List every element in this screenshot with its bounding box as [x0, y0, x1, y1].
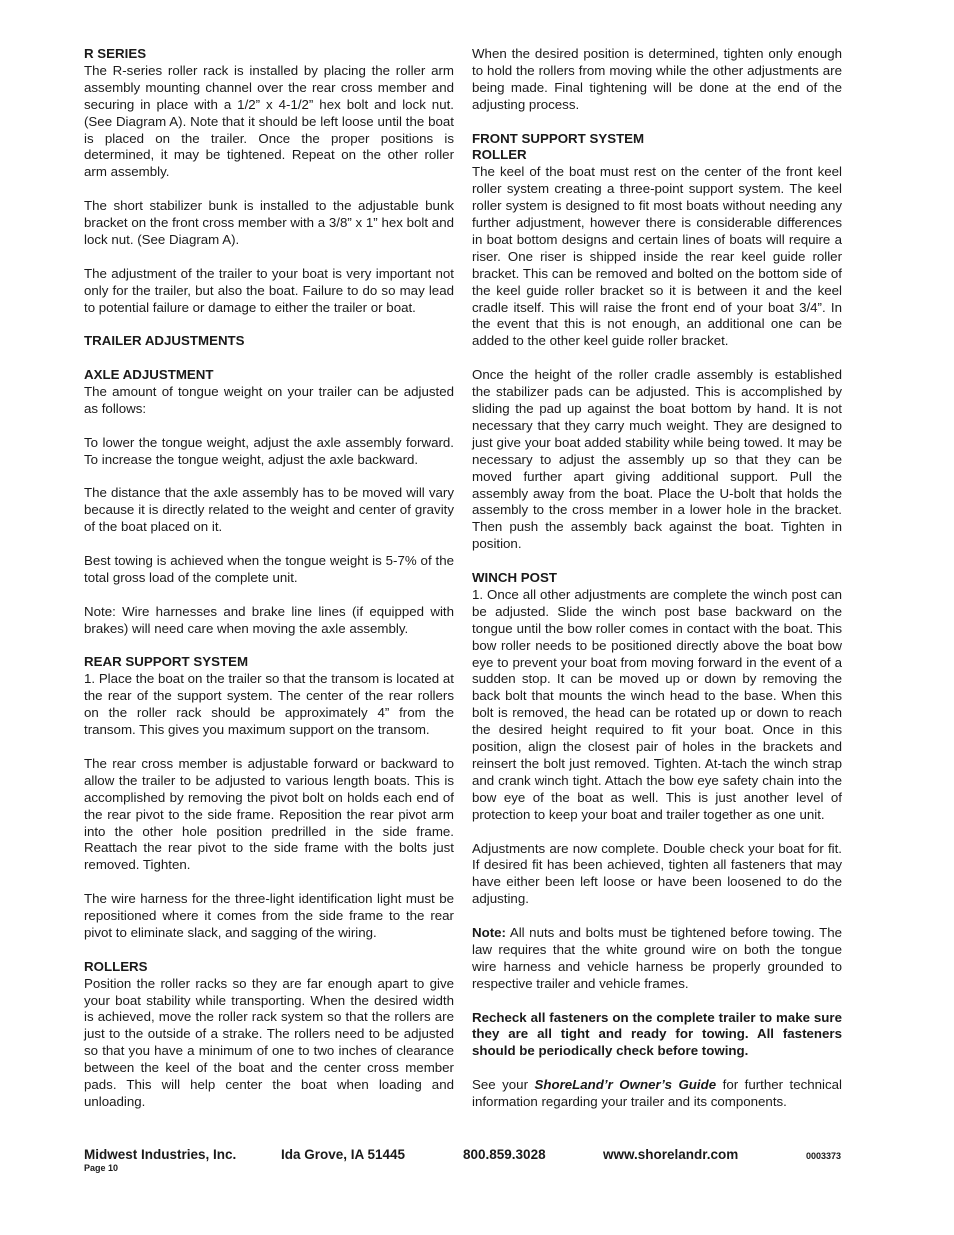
right-column	[472, 46, 842, 1111]
see-guide-paragraph	[472, 1077, 842, 1111]
r-series-paragraph-1: The R-series roller rack is installed by placing the roller arm assembly mounting channel over the rear cross member and securing in place with a 1/2” x 4-1/2” hex bolt and lock nut. (See Diagram A). Note that it should be left loose until the boat is placed on the trailer. Once the proper positions is determined, it may be tightened. Repeat on the other roller arm assembly.	[84, 62, 454, 180]
page-footer	[84, 1147, 844, 1165]
rollers-paragraph-2: When the desired position is determined, tighten only enough to hold the rollers from moving while the other adjustments are being made. Final tightening will be done at the end of the adjusting process.	[472, 46, 842, 112]
r-series-paragraph-2: The short stabilizer bunk is installed to the adjustable bunk bracket on the front cross member with a 3/8” x 1” hex bolt and lock nut. (See Diagram A).	[84, 198, 454, 247]
rear-support-heading: REAR SUPPORT SYSTEM	[84, 654, 249, 670]
winch-post-heading: WINCH POST	[472, 570, 557, 586]
footer-document-code: 0003373	[806, 1151, 842, 1161]
rear-paragraph-2: The rear cross member is adjustable forward or backward to allow the trailer to be adjusted to various length boats. This is accomplished by removing the pivot bolt on holds each end of the rear pivot to the side frame. Reposition the rear pivot arm into the other hole position predrilled in the side frame. Reattach the rear pivot to the side frame with the bolts just removed. Tighten.	[84, 755, 454, 873]
front-support-heading: FRONT SUPPORT SYSTEM	[472, 130, 645, 146]
trailer-adjustments-heading: TRAILER ADJUSTMENTS	[84, 333, 245, 349]
note-label: Note:	[472, 925, 506, 941]
note-text: All nuts and bolts must be tightened before towing. The law requires that the white ground wire on both the tongue wire harness and vehicle harness be properly grounded to respective trailer and vehicle frames.	[472, 925, 842, 991]
see-before-text: See your	[472, 1077, 535, 1093]
footer-company: Midwest Industries, Inc.	[84, 1147, 237, 1162]
rollers-heading: ROLLERS	[84, 958, 148, 974]
winch-paragraph-2: Adjustments are now complete. Double check your boat for fit. If desired fit has been achieved, tighten all fasteners that may have either been left loose or have been loosened to do the adjusting.	[472, 840, 842, 907]
axle-paragraph-1: The amount of tongue weight on your trailer can be adjusted as follows:	[84, 384, 454, 416]
footer-city: Ida Grove, IA 51445	[281, 1147, 406, 1162]
axle-paragraph-5: Note: Wire harnesses and brake line lines (if equipped with brakes) will need care when moving the axle assembly.	[84, 603, 454, 636]
r-series-heading: R SERIES	[84, 46, 147, 61]
axle-paragraph-3: The distance that the axle assembly has to be moved will vary because it is directly related to the weight and center of gravity of the boat placed on it.	[84, 485, 454, 535]
see-after-text: for further technical information regarding your trailer and its components.	[472, 1077, 843, 1110]
note-paragraph	[472, 925, 842, 993]
owners-guide-title: ShoreLand’r Owner’s Guide	[534, 1077, 717, 1093]
recheck-paragraph: Recheck all fasteners on the complete trailer to make sure they are all tight and ready for towing. All fasteners should be periodically check before towing.	[472, 1009, 842, 1059]
axle-paragraph-4: Best towing is achieved when the tongue weight is 5-7% of the total gross load of the complete unit.	[84, 553, 454, 585]
roller-subheading: ROLLER	[472, 147, 527, 163]
axle-adjustment-heading: AXLE ADJUSTMENT	[84, 367, 214, 383]
left-column	[84, 46, 454, 1111]
footer-phone: 800.859.3028	[463, 1147, 546, 1162]
axle-paragraph-2: To lower the tongue weight, adjust the axle assembly forward. To increase the tongue weight, adjust the axle backward.	[84, 434, 454, 467]
page-number: Page 10	[84, 1163, 119, 1173]
rear-paragraph-3: The wire harness for the three-light identification light must be repositioned where it comes from the side frame to the rear pivot to eliminate slack, and sagging of the wiring.	[84, 891, 454, 940]
r-series-paragraph-3: The adjustment of the trailer to your boat is very important not only for the trailer, but also the boat. Failure to do so may lead to potential failure or damage to either the trailer or boat.	[84, 265, 454, 315]
footer-website: www.shorelandr.com	[603, 1147, 739, 1162]
winch-paragraph-1: 1. Once all other adjustments are complete the winch post can be adjusted. Slide the winch post base backward on the tongue until the bow roller comes in contact with the boat. This bow roller needs to be positioned directly above the boat bow eye to prevent your boat from moving forward in the event of a sudden stop. It can be moved up or down by removing the back bolt that mounts the winch head to the base. When this bolt is removed, the head can be rotated up or down to reach the desired height required to fit your boat. Once in this position, align the closest pair of holes in the brackets and reinsert the bolt just removed. Tighten. At-tach the winch strap and crank winch tight. Attach the bow eye safety chain into the bow eye of the boat as well. This is just another level of protection to keep your boat and trailer together as one unit.	[472, 586, 842, 822]
rear-paragraph-1: 1. Place the boat on the trailer so that the transom is located at the rear of the support system. The center of the rear rollers on the roller rack should be approximately 4” from the transom. This gives you maximum support on the transom.	[84, 671, 454, 738]
front-paragraph-2: Once the height of the roller cradle assembly is established the stabilizer pads can be adjusted. This is accomplished by sliding the pad up against the boat bottom by hand. It is not necessary that they carry much weight. They are designed to just give your boat added stability while being towed. It may be necessary to adjust the assembly up so that they can be moved further apart giving additional support. Pull the assembly away from the boat. Place the U-bolt that holds the assembly to the cross member in a lower hole in the bracket. Then push the assembly back against the boat. Tighten in position.	[472, 367, 842, 552]
front-paragraph-1: The keel of the boat must rest on the center of the front keel roller system creating a three-point support system. The keel roller system is designed to fit most boats without needing any further adjustment, however there is considerable differences in boat bottom designs and certain lines of boats will require a riser. One riser is shipped inside the rear keel guide roller bracket. This can be removed and bolted on the bottom side of the keel guide roller bracket so it is between it and the keel cradle itself. This will raise the front end of your boat 3/4”. In the event that this is not enough, an additional one can be added to the other keel guide roller bracket.	[472, 164, 842, 349]
rollers-paragraph-1: Position the roller racks so they are far enough apart to give your boat stability while transporting. When the desired width is achieved, move the roller rack system so that the rollers are just to the outside of a strake. The rollers need to be adjusted so that you have a minimum of one to two inches of clearance between the keel of the boat and the center cross member pads. This will help center the boat when loading and unloading.	[84, 975, 454, 1109]
